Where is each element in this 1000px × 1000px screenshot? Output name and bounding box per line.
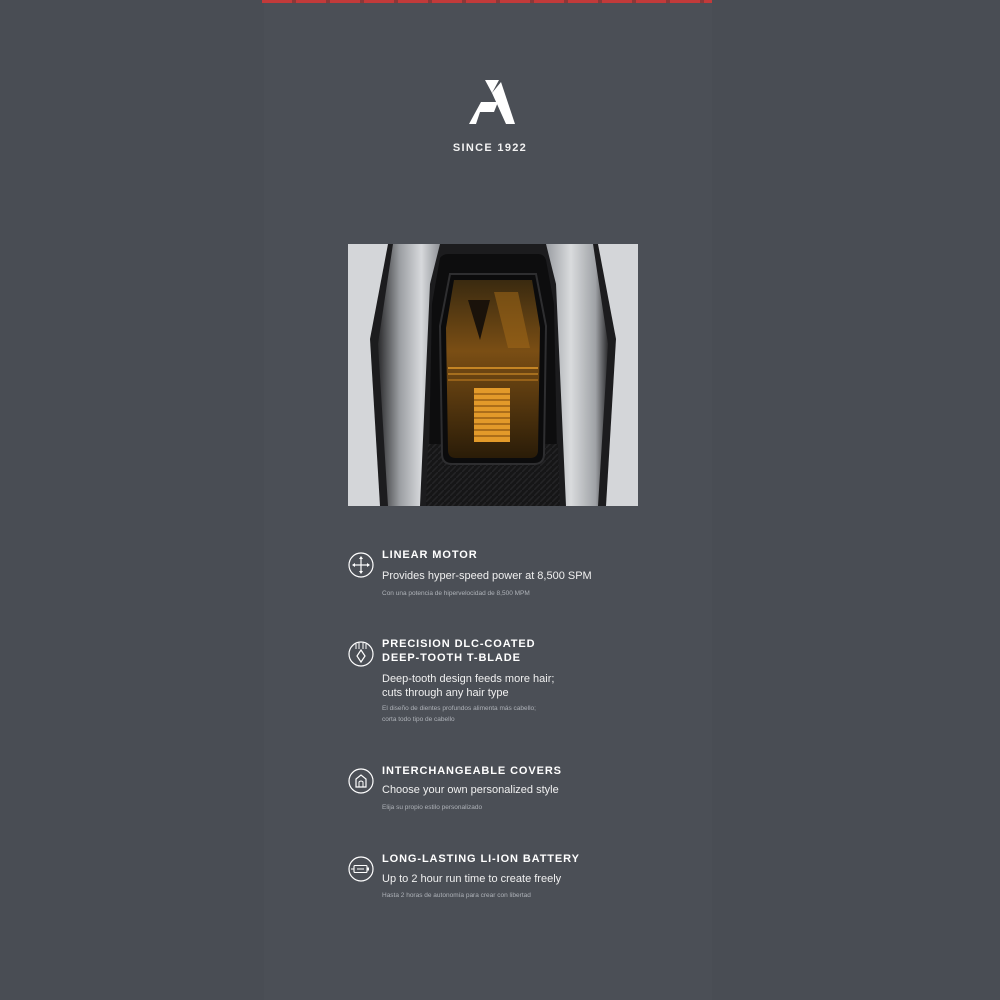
feature-description-es: Hasta 2 horas de autonomía para crear con libertad (382, 892, 531, 899)
left-background-panel (0, 0, 264, 1000)
cover-icon (348, 768, 374, 794)
top-cropped-strip (262, 0, 712, 3)
feature-description: Deep-tooth design feeds more hair; cuts through any hair type (382, 673, 555, 699)
feature-description: Up to 2 hour run time to create freely (382, 873, 562, 885)
feature-description-es: Con una potencia de hipervelocidad de 8,500 MPM (382, 590, 530, 597)
feature-title: INTERCHANGEABLE COVERS (382, 765, 562, 777)
linear-motor-icon (348, 552, 374, 578)
feature-title: LINEAR MOTOR (382, 549, 478, 561)
feature-description: Provides hyper-speed power at 8,500 SPM (382, 570, 592, 582)
feature-description-es: Elija su propio estilo personalizado (382, 804, 483, 811)
since-label: SINCE 1922 (452, 142, 528, 154)
feature-title: LONG-LASTING LI-ION BATTERY (382, 853, 580, 865)
feature-description: Choose your own personalized style (382, 784, 559, 796)
right-background-panel (712, 0, 1000, 1000)
trimmer-product-image (348, 244, 638, 506)
feature-title: PRECISION DLC-COATED DEEP-TOOTH T-BLADE (382, 638, 536, 664)
brand-logo-icon (468, 78, 516, 126)
blade-icon (348, 641, 374, 667)
battery-icon (348, 856, 374, 882)
feature-description-es: El diseño de dientes profundos alimenta más cabello; corta todo tipo de cabello (382, 705, 536, 723)
